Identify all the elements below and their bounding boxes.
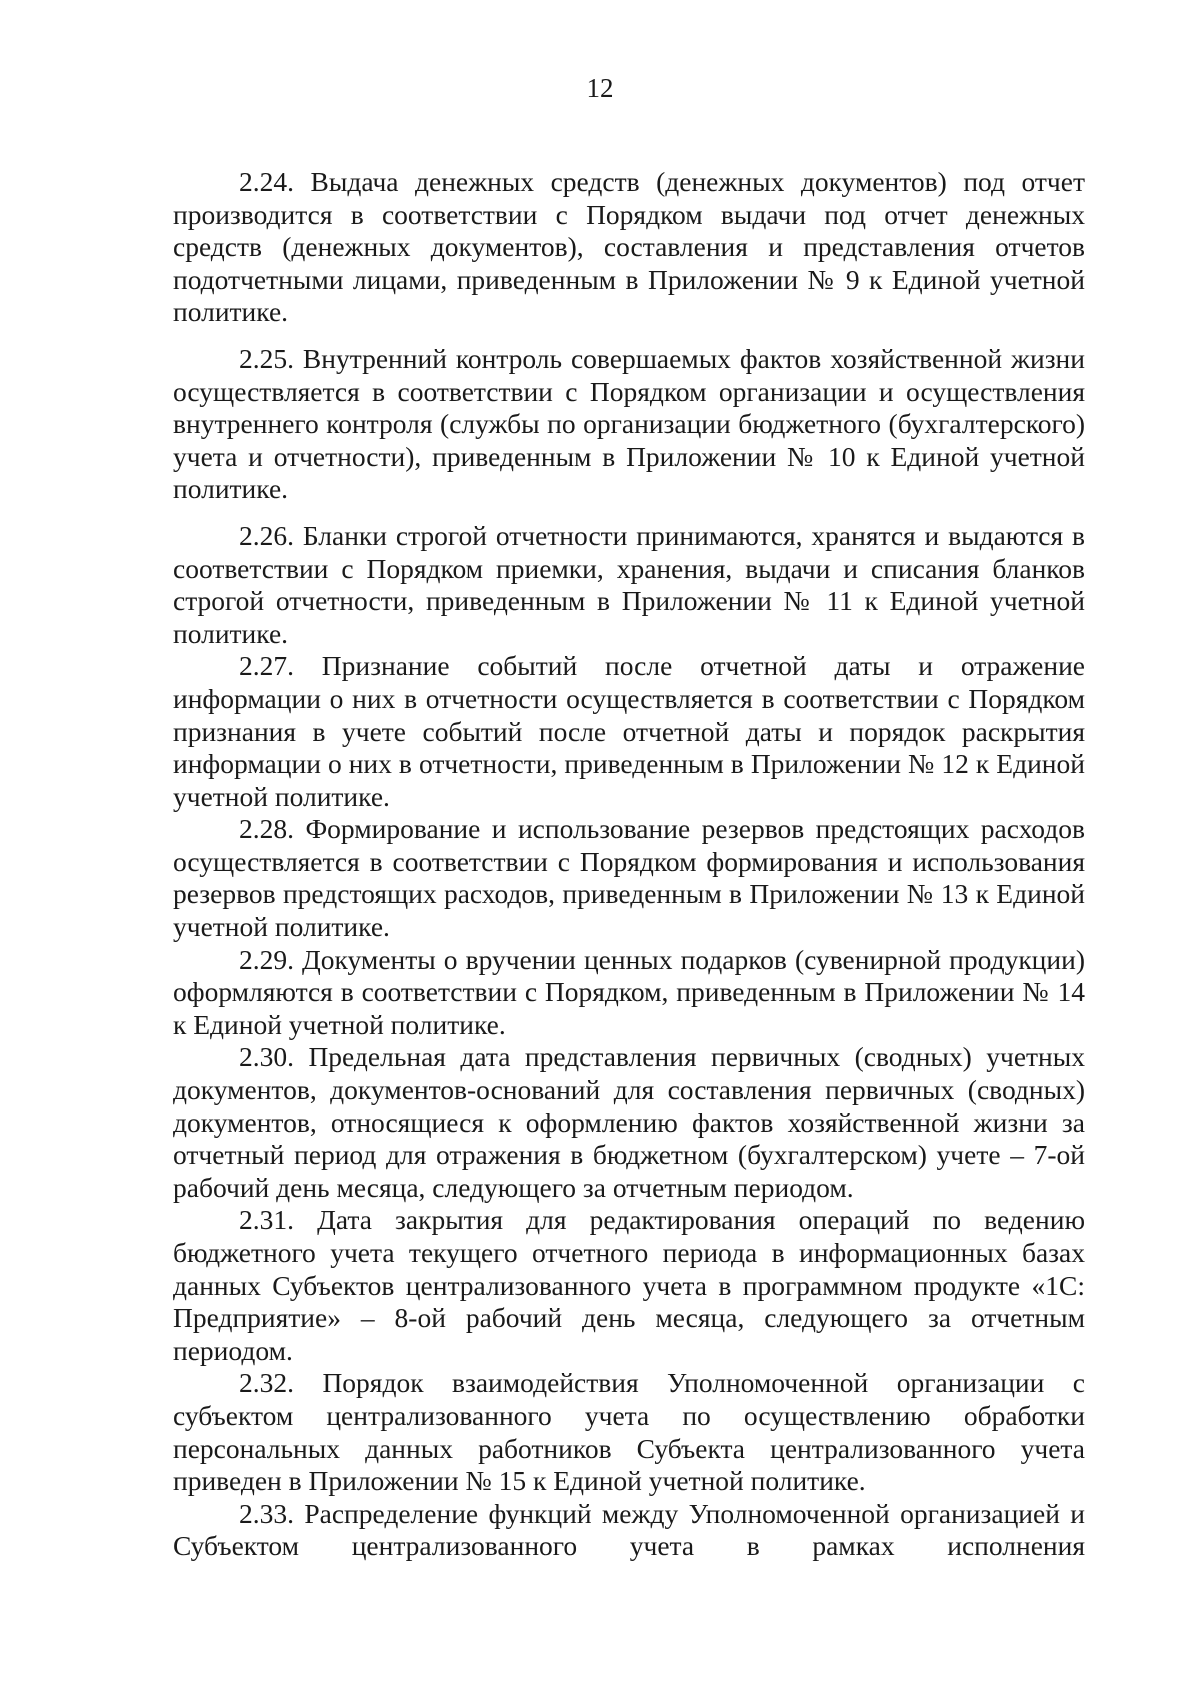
paragraph-2-26: 2.26. Бланки строгой отчетности принимаются, хранятся и выдаются в соответствии с Порядком приемки, хранения, выдачи и списания бланков строгой отчетности, приведенным в Приложении № 11 к Единой учетной политике. [173,519,1085,649]
paragraph-2-29: 2.29. Документы о вручении ценных подарков (сувенирной продукции) оформляются в соответствии с Порядком, приведенным в Приложении № 14 к Единой учетной политике. [173,943,1085,1040]
paragraph-2-32: 2.32. Порядок взаимодействия Уполномоченной организации с субъектом централизованного учета по осуществлению обработки персональных данных работников Субъекта централизованного учета приведен в Приложении № 15 к Единой учетной политике. [173,1367,1085,1497]
paragraph-2-25: 2.25. Внутренний контроль совершаемых фактов хозяйственной жизни осуществляется в соответствии с Порядком организации и осуществления внутреннего контроля (службы по организации бюджетного (бухгалтерского) учета и отчетности), приведенным в Приложении № 10 к Единой учетной политике. [173,342,1085,505]
paragraph-2-30: 2.30. Предельная дата представления первичных (сводных) учетных документов, документов-оснований для составления первичных (сводных) документов, относящиеся к оформлению фактов хозяйственной жизни за отчетный период для отражения в бюджетном (бухгалтерском) учете – 7-ой рабочий день месяца, следующего за отчетным периодом. [173,1041,1085,1203]
paragraph-2-27: 2.27. Признание событий после отчетной даты и отражение информации о них в отчетности осуществляется в соответствии с Порядком признания в учете событий после отчетной даты и порядок раскрытия информации о них в отчетности, приведенным в Приложении № 12 к Единой учетной политике. [173,650,1085,812]
paragraph-2-28: 2.28. Формирование и использование резервов предстоящих расходов осуществляется в соответствии с Порядком формирования и использования резервов предстоящих расходов, приведенным в Приложении № 13 к Единой учетной политике. [173,813,1085,943]
page-number: 12 [586,73,614,103]
paragraph-2-31: 2.31. Дата закрытия для редактирования операций по ведению бюджетного учета текущего отчетного периода в информационных базах данных Субъектов централизованного учета в программном продукте «1С: Предприятие» – 8-ой рабочий день месяца, следующего за отчетным периодом. [173,1204,1085,1366]
paragraph-2-24: 2.24. Выдача денежных средств (денежных документов) под отчет производится в соответствии с Порядком выдачи под отчет денежных средств (денежных документов), составления и представления отчетов подотчетными лицами, приведенным в Приложении № 9 к Единой учетной политике. [173,166,1085,328]
paragraph-2-33: 2.33. Распределение функций между Уполномоченной организацией и Субъектом централизованного учета в рамках исполнения [173,1497,1085,1562]
document-body [173,166,1085,1563]
